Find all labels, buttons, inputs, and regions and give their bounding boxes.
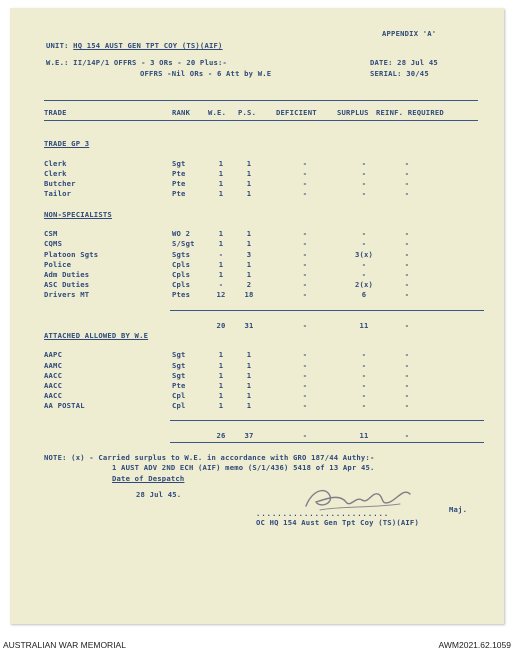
cell-rank: Pte bbox=[172, 169, 186, 178]
cell-rank: Ptes bbox=[172, 290, 191, 299]
we-line-2: OFFRS -Nil ORs - 6 Att by W.E bbox=[140, 69, 272, 78]
cell-reinf: - bbox=[404, 401, 410, 410]
cell-ps: 1 bbox=[246, 371, 252, 380]
cell-rank: Sgt bbox=[172, 159, 186, 168]
cell-we: 1 bbox=[218, 270, 224, 279]
cell-deficient: - bbox=[302, 401, 308, 410]
cell-ps: 1 bbox=[246, 361, 252, 370]
cell-reinf: - bbox=[404, 159, 410, 168]
cell-trade: AACC bbox=[44, 371, 63, 380]
unit-label: UNIT: bbox=[46, 41, 69, 50]
cell-surplus: 6 bbox=[361, 290, 367, 299]
cell-rank: Cpl bbox=[172, 391, 186, 400]
cell-reinf: - bbox=[404, 280, 410, 289]
cell-we: 1 bbox=[218, 401, 224, 410]
cell-rank: Cpls bbox=[172, 260, 191, 269]
cell-deficient: - bbox=[302, 381, 308, 390]
cell-deficient: - bbox=[302, 350, 308, 359]
signoff-title: OC HQ 154 Aust Gen Tpt Coy (TS)(AIF) bbox=[256, 518, 419, 527]
cell-rank: Cpls bbox=[172, 270, 191, 279]
cell-trade: AACC bbox=[44, 381, 63, 390]
cell-trade: Clerk bbox=[44, 169, 67, 178]
cell-trade: AA POSTAL bbox=[44, 401, 85, 410]
section-title: ATTACHED ALLOWED BY W.E bbox=[44, 331, 149, 340]
subtotal-reinf: - bbox=[404, 321, 410, 330]
cell-we: - bbox=[218, 280, 224, 289]
cell-surplus: - bbox=[361, 229, 367, 238]
subtotal-surplus: 11 bbox=[359, 321, 369, 330]
cell-reinf: - bbox=[404, 350, 410, 359]
header-surplus: SURPLUS bbox=[337, 108, 369, 117]
cell-we: - bbox=[218, 250, 224, 259]
date-field: DATE: 28 Jul 45 bbox=[370, 58, 438, 67]
header-reinf: REINF. REQUIRED bbox=[376, 108, 444, 117]
subtotal-rule bbox=[170, 310, 484, 311]
cell-rank: Pte bbox=[172, 381, 186, 390]
cell-surplus: - bbox=[361, 270, 367, 279]
cell-trade: AACC bbox=[44, 391, 63, 400]
cell-we: 1 bbox=[218, 391, 224, 400]
cell-ps: 1 bbox=[246, 229, 252, 238]
cell-reinf: - bbox=[404, 371, 410, 380]
header-ps: P.S. bbox=[238, 108, 257, 117]
cell-rank: Cpl bbox=[172, 401, 186, 410]
cell-we: 1 bbox=[218, 179, 224, 188]
cell-surplus: - bbox=[361, 239, 367, 248]
header-rank: RANK bbox=[172, 108, 191, 117]
cell-trade: Tailor bbox=[44, 189, 72, 198]
cell-trade: CQMS bbox=[44, 239, 63, 248]
cell-we: 1 bbox=[218, 361, 224, 370]
cell-ps: 2 bbox=[246, 280, 252, 289]
cell-surplus: - bbox=[361, 381, 367, 390]
subtotal-ps: 31 bbox=[244, 321, 254, 330]
cell-ps: 1 bbox=[246, 381, 252, 390]
cell-deficient: - bbox=[302, 179, 308, 188]
header-trade: TRADE bbox=[44, 108, 67, 117]
footer-source: AUSTRALIAN WAR MEMORIAL bbox=[3, 640, 126, 650]
header-we: W.E. bbox=[208, 108, 227, 117]
section-title: TRADE GP 3 bbox=[44, 139, 90, 148]
total-ps: 37 bbox=[244, 431, 254, 440]
cell-reinf: - bbox=[404, 239, 410, 248]
cell-ps: 1 bbox=[246, 169, 252, 178]
total-we: 26 bbox=[216, 431, 226, 440]
cell-surplus: - bbox=[361, 179, 367, 188]
cell-we: 1 bbox=[218, 381, 224, 390]
cell-deficient: - bbox=[302, 361, 308, 370]
cell-trade: Police bbox=[44, 260, 72, 269]
cell-reinf: - bbox=[404, 250, 410, 259]
cell-we: 1 bbox=[218, 169, 224, 178]
cell-deficient: - bbox=[302, 260, 308, 269]
despatch-label: Date of Despatch bbox=[112, 474, 185, 483]
cell-deficient: - bbox=[302, 270, 308, 279]
cell-deficient: - bbox=[302, 391, 308, 400]
cell-ps: 3 bbox=[246, 250, 252, 259]
cell-trade: Adm Duties bbox=[44, 270, 90, 279]
cell-deficient: - bbox=[302, 239, 308, 248]
cell-trade: Platoon Sgts bbox=[44, 250, 99, 259]
total-reinf: - bbox=[404, 431, 410, 440]
cell-surplus: - bbox=[361, 361, 367, 370]
cell-we: 1 bbox=[218, 189, 224, 198]
cell-rank: Pte bbox=[172, 179, 186, 188]
cell-trade: AAPC bbox=[44, 350, 63, 359]
cell-ps: 1 bbox=[246, 401, 252, 410]
cell-surplus: - bbox=[361, 391, 367, 400]
cell-ps: 1 bbox=[246, 260, 252, 269]
cell-ps: 1 bbox=[246, 189, 252, 198]
we-line-1: W.E.: II/14P/1 OFFRS - 3 ORs - 20 Plus:- bbox=[46, 58, 228, 67]
note-line-1: NOTE: (x) - Carried surplus to W.E. in accordance with GRO 187/44 Authy:- bbox=[44, 453, 375, 462]
cell-rank: Sgt bbox=[172, 371, 186, 380]
cell-we: 1 bbox=[218, 239, 224, 248]
cell-we: 1 bbox=[218, 159, 224, 168]
cell-surplus: - bbox=[361, 169, 367, 178]
cell-reinf: - bbox=[404, 361, 410, 370]
unit-value: HQ 154 AUST GEN TPT COY (TS)(AIF) bbox=[73, 41, 223, 50]
cell-rank: Pte bbox=[172, 189, 186, 198]
cell-reinf: - bbox=[404, 179, 410, 188]
cell-surplus: - bbox=[361, 401, 367, 410]
cell-we: 1 bbox=[218, 350, 224, 359]
cell-we: 1 bbox=[218, 229, 224, 238]
cell-ps: 1 bbox=[246, 179, 252, 188]
cell-trade: AAMC bbox=[44, 361, 63, 370]
header-bottom-rule bbox=[44, 120, 478, 121]
cell-surplus: - bbox=[361, 371, 367, 380]
cell-trade: Clerk bbox=[44, 159, 67, 168]
total-surplus: 11 bbox=[359, 431, 369, 440]
signoff-rank: Maj. bbox=[449, 505, 468, 514]
cell-surplus: 3(x) bbox=[354, 250, 374, 259]
cell-surplus: 2(x) bbox=[354, 280, 374, 289]
cell-ps: 1 bbox=[246, 239, 252, 248]
total-top-rule bbox=[170, 420, 484, 421]
total-deficient: - bbox=[302, 431, 308, 440]
cell-reinf: - bbox=[404, 391, 410, 400]
unit-line bbox=[46, 41, 223, 50]
cell-deficient: - bbox=[302, 290, 308, 299]
cell-reinf: - bbox=[404, 189, 410, 198]
cell-surplus: - bbox=[361, 189, 367, 198]
header-top-rule bbox=[44, 100, 478, 101]
cell-ps: 1 bbox=[246, 350, 252, 359]
cell-rank: Sgts bbox=[172, 250, 191, 259]
cell-surplus: - bbox=[361, 159, 367, 168]
cell-trade: CSM bbox=[44, 229, 58, 238]
cell-trade: Butcher bbox=[44, 179, 76, 188]
cell-rank: S/Sgt bbox=[172, 239, 195, 248]
cell-trade: ASC Duties bbox=[44, 280, 90, 289]
cell-ps: 1 bbox=[246, 391, 252, 400]
header-deficient: DEFICIENT bbox=[276, 108, 317, 117]
cell-rank: Sgt bbox=[172, 350, 186, 359]
subtotal-deficient: - bbox=[302, 321, 308, 330]
cell-deficient: - bbox=[302, 229, 308, 238]
cell-trade: Drivers MT bbox=[44, 290, 90, 299]
note-line-2: 1 AUST ADV 2ND ECH (AIF) memo (S/1/436) 5418 of 13 Apr 45. bbox=[112, 463, 375, 472]
footer-reference: AWM2021.62.1059 bbox=[438, 640, 511, 650]
archive-footer bbox=[0, 636, 515, 653]
cell-reinf: - bbox=[404, 381, 410, 390]
cell-ps: 1 bbox=[246, 270, 252, 279]
appendix-label: APPENDIX 'A' bbox=[382, 29, 437, 38]
cell-ps: 1 bbox=[246, 159, 252, 168]
cell-we: 1 bbox=[218, 371, 224, 380]
cell-deficient: - bbox=[302, 159, 308, 168]
cell-reinf: - bbox=[404, 229, 410, 238]
cell-deficient: - bbox=[302, 250, 308, 259]
cell-reinf: - bbox=[404, 290, 410, 299]
total-bottom-rule bbox=[170, 442, 484, 443]
signature-line: ......................... bbox=[256, 509, 390, 518]
serial-field: SERIAL: 30/45 bbox=[370, 69, 429, 78]
cell-reinf: - bbox=[404, 169, 410, 178]
cell-rank: Sgt bbox=[172, 361, 186, 370]
section-title: NON-SPECIALISTS bbox=[44, 210, 112, 219]
cell-deficient: - bbox=[302, 169, 308, 178]
cell-we: 12 bbox=[216, 290, 226, 299]
cell-reinf: - bbox=[404, 270, 410, 279]
cell-surplus: - bbox=[361, 350, 367, 359]
cell-deficient: - bbox=[302, 280, 308, 289]
subtotal-we: 20 bbox=[216, 321, 226, 330]
cell-ps: 18 bbox=[244, 290, 254, 299]
cell-we: 1 bbox=[218, 260, 224, 269]
cell-deficient: - bbox=[302, 189, 308, 198]
cell-reinf: - bbox=[404, 260, 410, 269]
cell-rank: WO 2 bbox=[172, 229, 191, 238]
despatch-date: 28 Jul 45. bbox=[136, 490, 182, 499]
cell-deficient: - bbox=[302, 371, 308, 380]
cell-surplus: - bbox=[361, 260, 367, 269]
cell-rank: Cpls bbox=[172, 280, 191, 289]
